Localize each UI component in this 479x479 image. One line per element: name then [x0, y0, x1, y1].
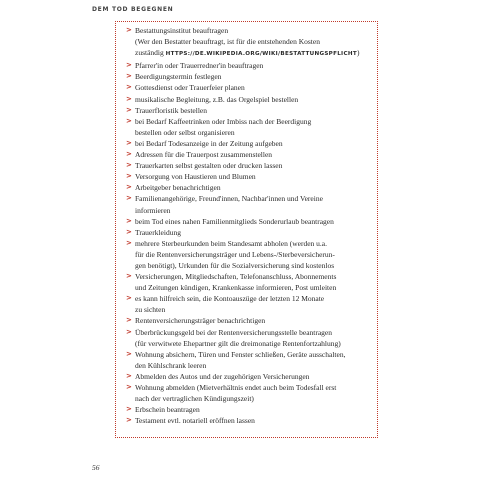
chevron-right-icon: >: [126, 294, 132, 303]
checklist-item-line: es kann hilfreich sein, die Kontoauszüge der letzten 12 Monate: [135, 294, 325, 304]
chevron-right-icon: >: [126, 316, 132, 325]
checklist-item: [126, 349, 374, 371]
checklist-item: [126, 327, 374, 349]
chevron-right-icon: >: [126, 272, 132, 281]
checklist-item: [126, 227, 374, 238]
checklist-item-line: mehrere Sterbeurkunden beim Standesamt abholen (werden u.a.: [135, 238, 328, 248]
chevron-right-icon: >: [126, 150, 132, 159]
checklist-item-line: Trauerkleidung: [135, 227, 181, 237]
checklist-item-line: informieren: [135, 205, 171, 215]
checklist-item-line: und Zeitungen kündigen, Krankenkasse informieren, Post umleiten: [135, 283, 337, 293]
chevron-right-icon: >: [126, 349, 132, 358]
chevron-right-icon: >: [126, 26, 132, 34]
wikipedia-link: HTTPS://DE.WIKIPEDIA.ORG/WIKI/BESTATTUNGSPFLICHT: [165, 51, 357, 58]
chevron-right-icon: >: [126, 172, 132, 181]
checklist-item-line: beim Tod eines nahen Familienmitglieds Sonderurlaub beantragen: [135, 216, 334, 226]
checklist-item: [126, 171, 374, 182]
chevron-right-icon: >: [126, 327, 132, 336]
checklist-item-line: Überbrückungsgeld bei der Rentenversicherungsstelle beantragen: [135, 327, 333, 337]
checklist-item-line: bestellen oder selbst organisieren: [135, 127, 235, 137]
checklist-item-line: Rentenversicherungsträger benachrichtigen: [135, 316, 266, 326]
chevron-right-icon: >: [126, 194, 132, 203]
chevron-right-icon: >: [126, 416, 132, 425]
checklist-item-line: bei Bedarf Kaffeetrinken oder Imbiss nach der Beerdigung: [135, 116, 312, 126]
checklist-item: [126, 415, 374, 426]
checklist-item: [126, 160, 374, 171]
checklist-item: [126, 105, 374, 116]
checklist-item: [126, 216, 374, 227]
chevron-right-icon: >: [126, 371, 132, 380]
checklist-item: [126, 138, 374, 149]
checklist-item-line: für die Rentenversicherungsträger und Lebens-/Sterbeversicherun-: [135, 249, 335, 259]
checklist-item-line: nach der vertraglichen Kündigungszeit): [135, 394, 254, 404]
checklist-item-line: Testament evtl. notariell eröffnen lassen: [135, 416, 255, 426]
chevron-right-icon: >: [126, 216, 132, 225]
checklist-item: [126, 71, 374, 82]
checklist-item-line: musikalische Begleitung, z.B. das Orgelspiel bestellen: [135, 94, 299, 104]
checklist-item-line: Adressen für die Trauerpost zusammenstellen: [135, 150, 273, 160]
checklist-item-line: (Wer den Bestatter beauftragt, ist für die entstehenden Kosten: [135, 37, 320, 47]
checklist-item-line: Bestattungsinstitut beauftragen: [135, 26, 229, 35]
checklist-item: [126, 404, 374, 415]
page-number: 56: [92, 463, 100, 472]
chevron-right-icon: >: [126, 94, 132, 103]
checklist-item-line: Erbschein beantragen: [135, 405, 200, 415]
chevron-right-icon: >: [126, 61, 132, 70]
checklist-item-line: Wohnung abmelden (Mietverhältnis endet auch beim Todesfall erst: [135, 383, 337, 392]
chevron-right-icon: >: [126, 72, 132, 81]
checklist-item: [126, 271, 374, 293]
checklist-item-line: Trauerfloristik bestellen: [135, 105, 208, 115]
checklist-item: [126, 60, 374, 71]
checklist-item-line: zu sichten: [135, 305, 166, 315]
checklist-item: [126, 94, 374, 105]
checklist-item: [126, 382, 374, 404]
chevron-right-icon: >: [126, 116, 132, 125]
checklist-item-line: Familienangehörige, Freund'innen, Nachbar'innen und Vereine: [135, 194, 323, 204]
checklist-item-line: (für verwitwete Ehepartner gilt die dreimonatige Rentenfortzahlung): [135, 338, 341, 348]
checklist-item-line: bei Bedarf Todesanzeige in der Zeitung aufgeben: [135, 138, 283, 148]
checklist-item-line: Beerdigungstermin festlegen: [135, 72, 222, 82]
checklist-item: [126, 193, 374, 215]
checklist-item: [126, 149, 374, 160]
chevron-right-icon: >: [126, 105, 132, 114]
checklist-item-line: Wohnung absichern, Türen und Fenster schließen, Geräte ausschalten,: [135, 349, 346, 359]
running-head: DEM TOD BEGEGNEN: [92, 6, 174, 13]
checklist-item-line: gen benötigt), Urkunden für die Sozialversicherung sind kostenlos: [135, 260, 335, 270]
checklist-item: [126, 315, 374, 326]
checklist-item-line: Versorgung von Haustieren und Blumen: [135, 172, 256, 182]
checklist-item-line: Abmelden des Autos und der zugehörigen Versicherungen: [135, 371, 310, 381]
checklist-item-line: zuständig HTTPS://DE.WIKIPEDIA.ORG/WIKI/BESTATTUNGSPFLICHT): [135, 48, 360, 58]
checklist-item: [126, 82, 374, 93]
chevron-right-icon: >: [126, 83, 132, 92]
checklist-item-line: Trauerkarten selbst gestalten oder drucken lassen: [135, 161, 283, 171]
checklist-item: [126, 238, 374, 271]
checklist-item-line: Versicherungen, Mitgliedschaften, Telefonanschluss, Abonnements: [135, 272, 337, 282]
checklist: [126, 25, 374, 426]
checklist-item: [126, 25, 374, 60]
checklist-item-line: Gottesdienst oder Trauerfeier planen: [135, 83, 245, 93]
closing-paren: ): [356, 48, 360, 58]
chevron-right-icon: >: [126, 227, 132, 236]
checklist-item: [126, 371, 374, 382]
chevron-right-icon: >: [126, 405, 132, 414]
checklist-item-line: Arbeitgeber benachrichtigen: [135, 183, 221, 193]
checklist-item: [126, 293, 374, 315]
chevron-right-icon: >: [126, 161, 132, 170]
checklist-item-line: Pfarrer'in oder Trauerredner'in beauftragen: [135, 61, 264, 71]
checklist-item: [126, 182, 374, 193]
chevron-right-icon: >: [126, 183, 132, 192]
chevron-right-icon: >: [126, 383, 132, 391]
checklist-item: [126, 116, 374, 138]
chevron-right-icon: >: [126, 138, 132, 147]
chevron-right-icon: >: [126, 238, 132, 247]
checklist-item-line: den Kühlschrank leeren: [135, 360, 207, 370]
